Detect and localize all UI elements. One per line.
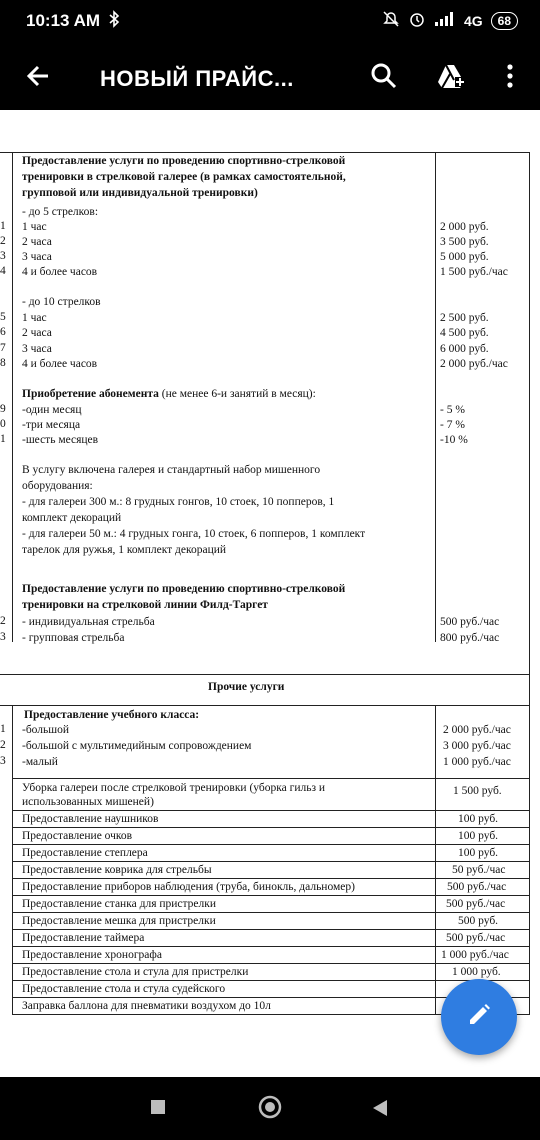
page-title: НОВЫЙ ПРАЙС... <box>100 66 294 91</box>
status-bar <box>0 0 540 42</box>
included-note: - для галереи 300 м.: 8 грудных гонгов, 10 стоек, 10 попперов, 1 <box>22 496 335 508</box>
section-title: Предоставление услуги по проведению спортивно-стрелковой <box>22 583 346 595</box>
service-label: -три месяца <box>22 419 81 431</box>
service-price: 1 000 руб. <box>452 966 501 978</box>
home-icon[interactable] <box>258 1095 282 1124</box>
section-title: Предоставление учебного класса: <box>24 709 200 721</box>
service-price: 1 500 руб./час <box>440 266 508 278</box>
more-vert-icon[interactable] <box>500 62 520 95</box>
edit-button[interactable] <box>441 979 517 1055</box>
service-label: 2 часа <box>22 236 52 248</box>
service-label: Предоставление стола и стула судейского <box>22 983 226 995</box>
service-label: Предоставление станка для пристрелки <box>22 898 217 910</box>
status-icons <box>382 10 518 31</box>
mute-icon <box>382 10 400 31</box>
back-icon[interactable] <box>372 1099 388 1122</box>
service-price: - 7 % <box>440 419 465 431</box>
app-bar <box>0 42 540 110</box>
row-number: 1 <box>0 433 6 445</box>
service-label: Предоставление очков <box>22 830 133 842</box>
edit-pencil-icon <box>465 1001 493 1034</box>
service-price: 6 000 руб. <box>440 343 489 355</box>
service-label: Предоставление мешка для пристрелки <box>22 915 216 927</box>
row-number: 3 <box>0 755 6 767</box>
service-price: 4 500 руб. <box>440 327 489 339</box>
row-number: 3 <box>0 631 6 643</box>
service-price: 100 руб. <box>458 830 499 842</box>
row-number: 3 <box>0 250 6 262</box>
service-label: -малый <box>22 756 58 768</box>
row-number: 2 <box>0 235 6 247</box>
row-number: 0 <box>0 418 6 430</box>
service-label: -шесть месяцев <box>22 434 99 446</box>
row-number: 1 <box>0 723 6 735</box>
row-number: 7 <box>0 342 6 354</box>
service-label: Предоставление приборов наблюдения (труба, бинокль, дальномер) <box>22 881 355 893</box>
service-label: 3 часа <box>22 343 52 355</box>
battery-icon: 68 <box>491 12 518 30</box>
section-title: групповой или индивидуальной тренировки) <box>22 187 258 199</box>
service-price: 500 руб./час <box>447 881 507 893</box>
service-price: 3 000 руб./час <box>443 740 511 752</box>
service-label: 4 и более часов <box>22 266 98 278</box>
service-label: - групповая стрельба <box>22 632 125 644</box>
bluetooth-icon <box>108 10 120 33</box>
row-number: 6 <box>0 326 6 338</box>
row-number: 2 <box>0 615 6 627</box>
row-number: 5 <box>0 311 6 323</box>
service-price: 100 руб. <box>458 847 499 859</box>
service-price: 2 500 руб. <box>440 312 489 324</box>
service-label: использованных мишеней) <box>22 796 154 808</box>
service-label: -большой с мультимедийным сопровождением <box>22 740 252 752</box>
included-note: - для галереи 50 м.: 4 грудных гонга, 10 стоек, 6 попперов, 1 комплект <box>22 528 366 540</box>
document-view[interactable] <box>0 122 540 1077</box>
subscription-title-line <box>22 387 316 401</box>
alarm-icon <box>408 10 426 31</box>
row-number: 4 <box>0 265 6 277</box>
row-number: 2 <box>0 739 6 751</box>
service-price: 50 руб./час <box>452 864 506 876</box>
included-note: В услугу включена галерея и стандартный набор мишенного <box>22 464 321 476</box>
service-label: - индивидуальная стрельба <box>22 616 155 628</box>
service-price: 1 000 руб./час <box>443 756 511 768</box>
service-label: Предоставление хронографа <box>22 949 162 961</box>
included-note: тарелок для ружья, 1 комплект декораций <box>22 544 227 556</box>
service-label: 4 и более часов <box>22 358 98 370</box>
service-price: 2 000 руб./час <box>443 724 511 736</box>
section-title: тренировки на стрелковой линии Филд-Таргет <box>22 599 268 611</box>
service-label: Предоставление наушников <box>22 813 159 825</box>
row-number: 8 <box>0 357 6 369</box>
group-label: - до 10 стрелков <box>22 296 101 308</box>
search-icon[interactable] <box>370 62 398 95</box>
subscription-note: (не менее 6-и занятий в месяц): <box>161 388 316 400</box>
service-price: 3 500 руб. <box>440 236 489 248</box>
section-title: тренировки в стрелковой галерее (в рамках самостоятельной, <box>22 171 346 183</box>
service-label: -один месяц <box>22 404 82 416</box>
service-label: Предоставление таймера <box>22 932 145 944</box>
service-label: Предоставление степлера <box>22 847 148 859</box>
other-services-header: Прочие услуги <box>208 681 285 693</box>
network-type: 4G <box>463 12 483 29</box>
section-title: Предоставление услуги по проведению спортивно-стрелковой <box>22 155 346 167</box>
service-price: - 5 % <box>440 404 465 416</box>
service-price: 100 руб. <box>458 813 499 825</box>
group-label: - до 5 стрелков: <box>22 206 99 218</box>
service-label: 2 часа <box>22 327 52 339</box>
service-price: 1 500 руб. <box>453 785 502 797</box>
row-number: 1 <box>0 220 6 232</box>
service-price: 1 000 руб./час <box>441 949 509 961</box>
subscription-title: Приобретение абонемента <box>22 388 159 400</box>
back-arrow-icon[interactable] <box>24 62 52 95</box>
service-price: 500 руб./час <box>446 898 506 910</box>
service-label: Уборка галереи после стрелковой тренировки (уборка гильз и <box>22 782 326 794</box>
service-label: 1 час <box>22 312 47 324</box>
service-label: Заправка баллона для пневматики воздухом до 10л <box>22 1000 271 1012</box>
system-nav-bar <box>0 1077 540 1140</box>
status-time: 10:13 AM <box>26 11 101 30</box>
service-price: 5 000 руб. <box>440 251 489 263</box>
service-label: Предоставление стола и стула для пристрелки <box>22 966 249 978</box>
service-price: 800 руб./час <box>440 632 500 644</box>
service-price: 2 000 руб./час <box>440 358 508 370</box>
service-price: -10 % <box>440 434 468 446</box>
service-label: -большой <box>22 724 70 736</box>
service-label: 1 час <box>22 221 47 233</box>
service-price: 500 руб. <box>458 915 499 927</box>
service-label: Предоставление коврика для стрельбы <box>22 864 212 876</box>
recents-icon[interactable] <box>150 1099 166 1120</box>
drive-add-icon[interactable] <box>436 62 466 95</box>
included-note: комплект декораций <box>22 512 122 524</box>
included-note: оборудования: <box>22 480 93 492</box>
row-number: 9 <box>0 403 6 415</box>
service-price: 500 руб./час <box>440 616 500 628</box>
signal-icon <box>434 11 456 30</box>
service-label: 3 часа <box>22 251 52 263</box>
service-price: 2 000 руб. <box>440 221 489 233</box>
service-price: 500 руб./час <box>446 932 506 944</box>
